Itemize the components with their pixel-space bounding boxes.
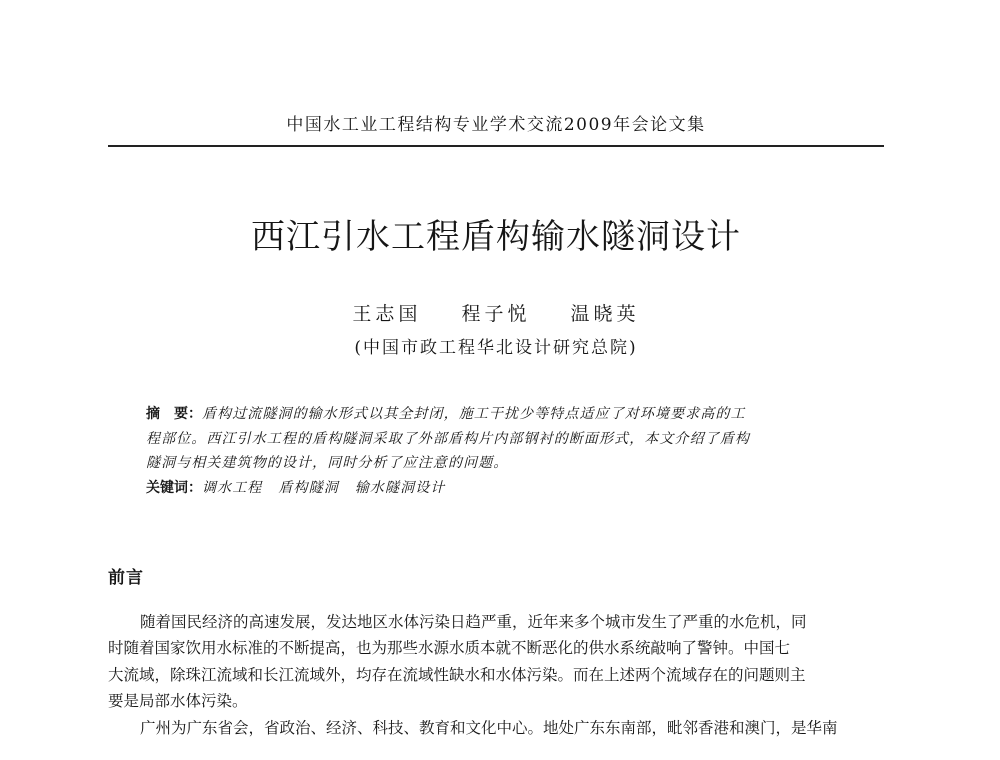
- author-name: 温晓英: [570, 303, 640, 325]
- body-line: 时随着国家饮用水标准的不断提高，也为那些水源水质本就不断恶化的供水系统敲响了警钟。中国七: [108, 639, 791, 658]
- body-line: 广州为广东省会，省政治、经济、科技、教育和文化中心。地处广东东南部，毗邻香港和澳门，是华南: [140, 718, 838, 737]
- author-name: 王志国: [352, 303, 422, 325]
- keywords-line: [146, 476, 858, 501]
- author-name: 程子悦: [461, 303, 531, 325]
- keyword: 调水工程: [202, 479, 263, 496]
- author-list: [108, 301, 884, 327]
- body-paragraphs: [108, 609, 884, 741]
- author-affiliation: (中国市政工程华北设计研究总院): [354, 338, 638, 358]
- abstract-label: 摘 要：: [146, 406, 202, 422]
- abstract-line: [146, 402, 858, 427]
- keyword: 盾构隧洞: [278, 479, 339, 496]
- abstract-block: [146, 402, 858, 500]
- keyword: 输水隧洞设计: [354, 479, 446, 496]
- header-rule: [108, 145, 884, 147]
- body-line: 随着国民经济的高速发展，发达地区水体污染日趋严重，近年来多个城市发生了严重的水危机，同: [140, 613, 807, 631]
- running-header: 中国水工业工程结构专业学术交流2009年会论文集: [286, 115, 706, 135]
- abstract-line: 程部位。西江引水工程的盾构隧洞采取了外部盾构片内部钢衬的断面形式，本文介绍了盾构: [146, 430, 750, 447]
- paper-title: 西江引水工程盾构输水隧洞设计: [251, 217, 741, 257]
- body-line: 要是局部水体污染。: [108, 692, 248, 711]
- section-heading: 前言: [108, 568, 144, 588]
- abstract-line: 隧洞与相关建筑物的设计，同时分析了应注意的问题。: [146, 455, 509, 471]
- abstract-text: 盾构过流隧洞的输水形式以其全封闭，施工干扰少等特点适应了对环境要求高的工: [202, 406, 746, 422]
- keywords-label: 关键词：: [146, 479, 202, 496]
- body-line: 大流域，除珠江流域和长江流域外，均存在流域性缺水和水体污染。而在上述两个流域存在的问题则主: [108, 665, 806, 684]
